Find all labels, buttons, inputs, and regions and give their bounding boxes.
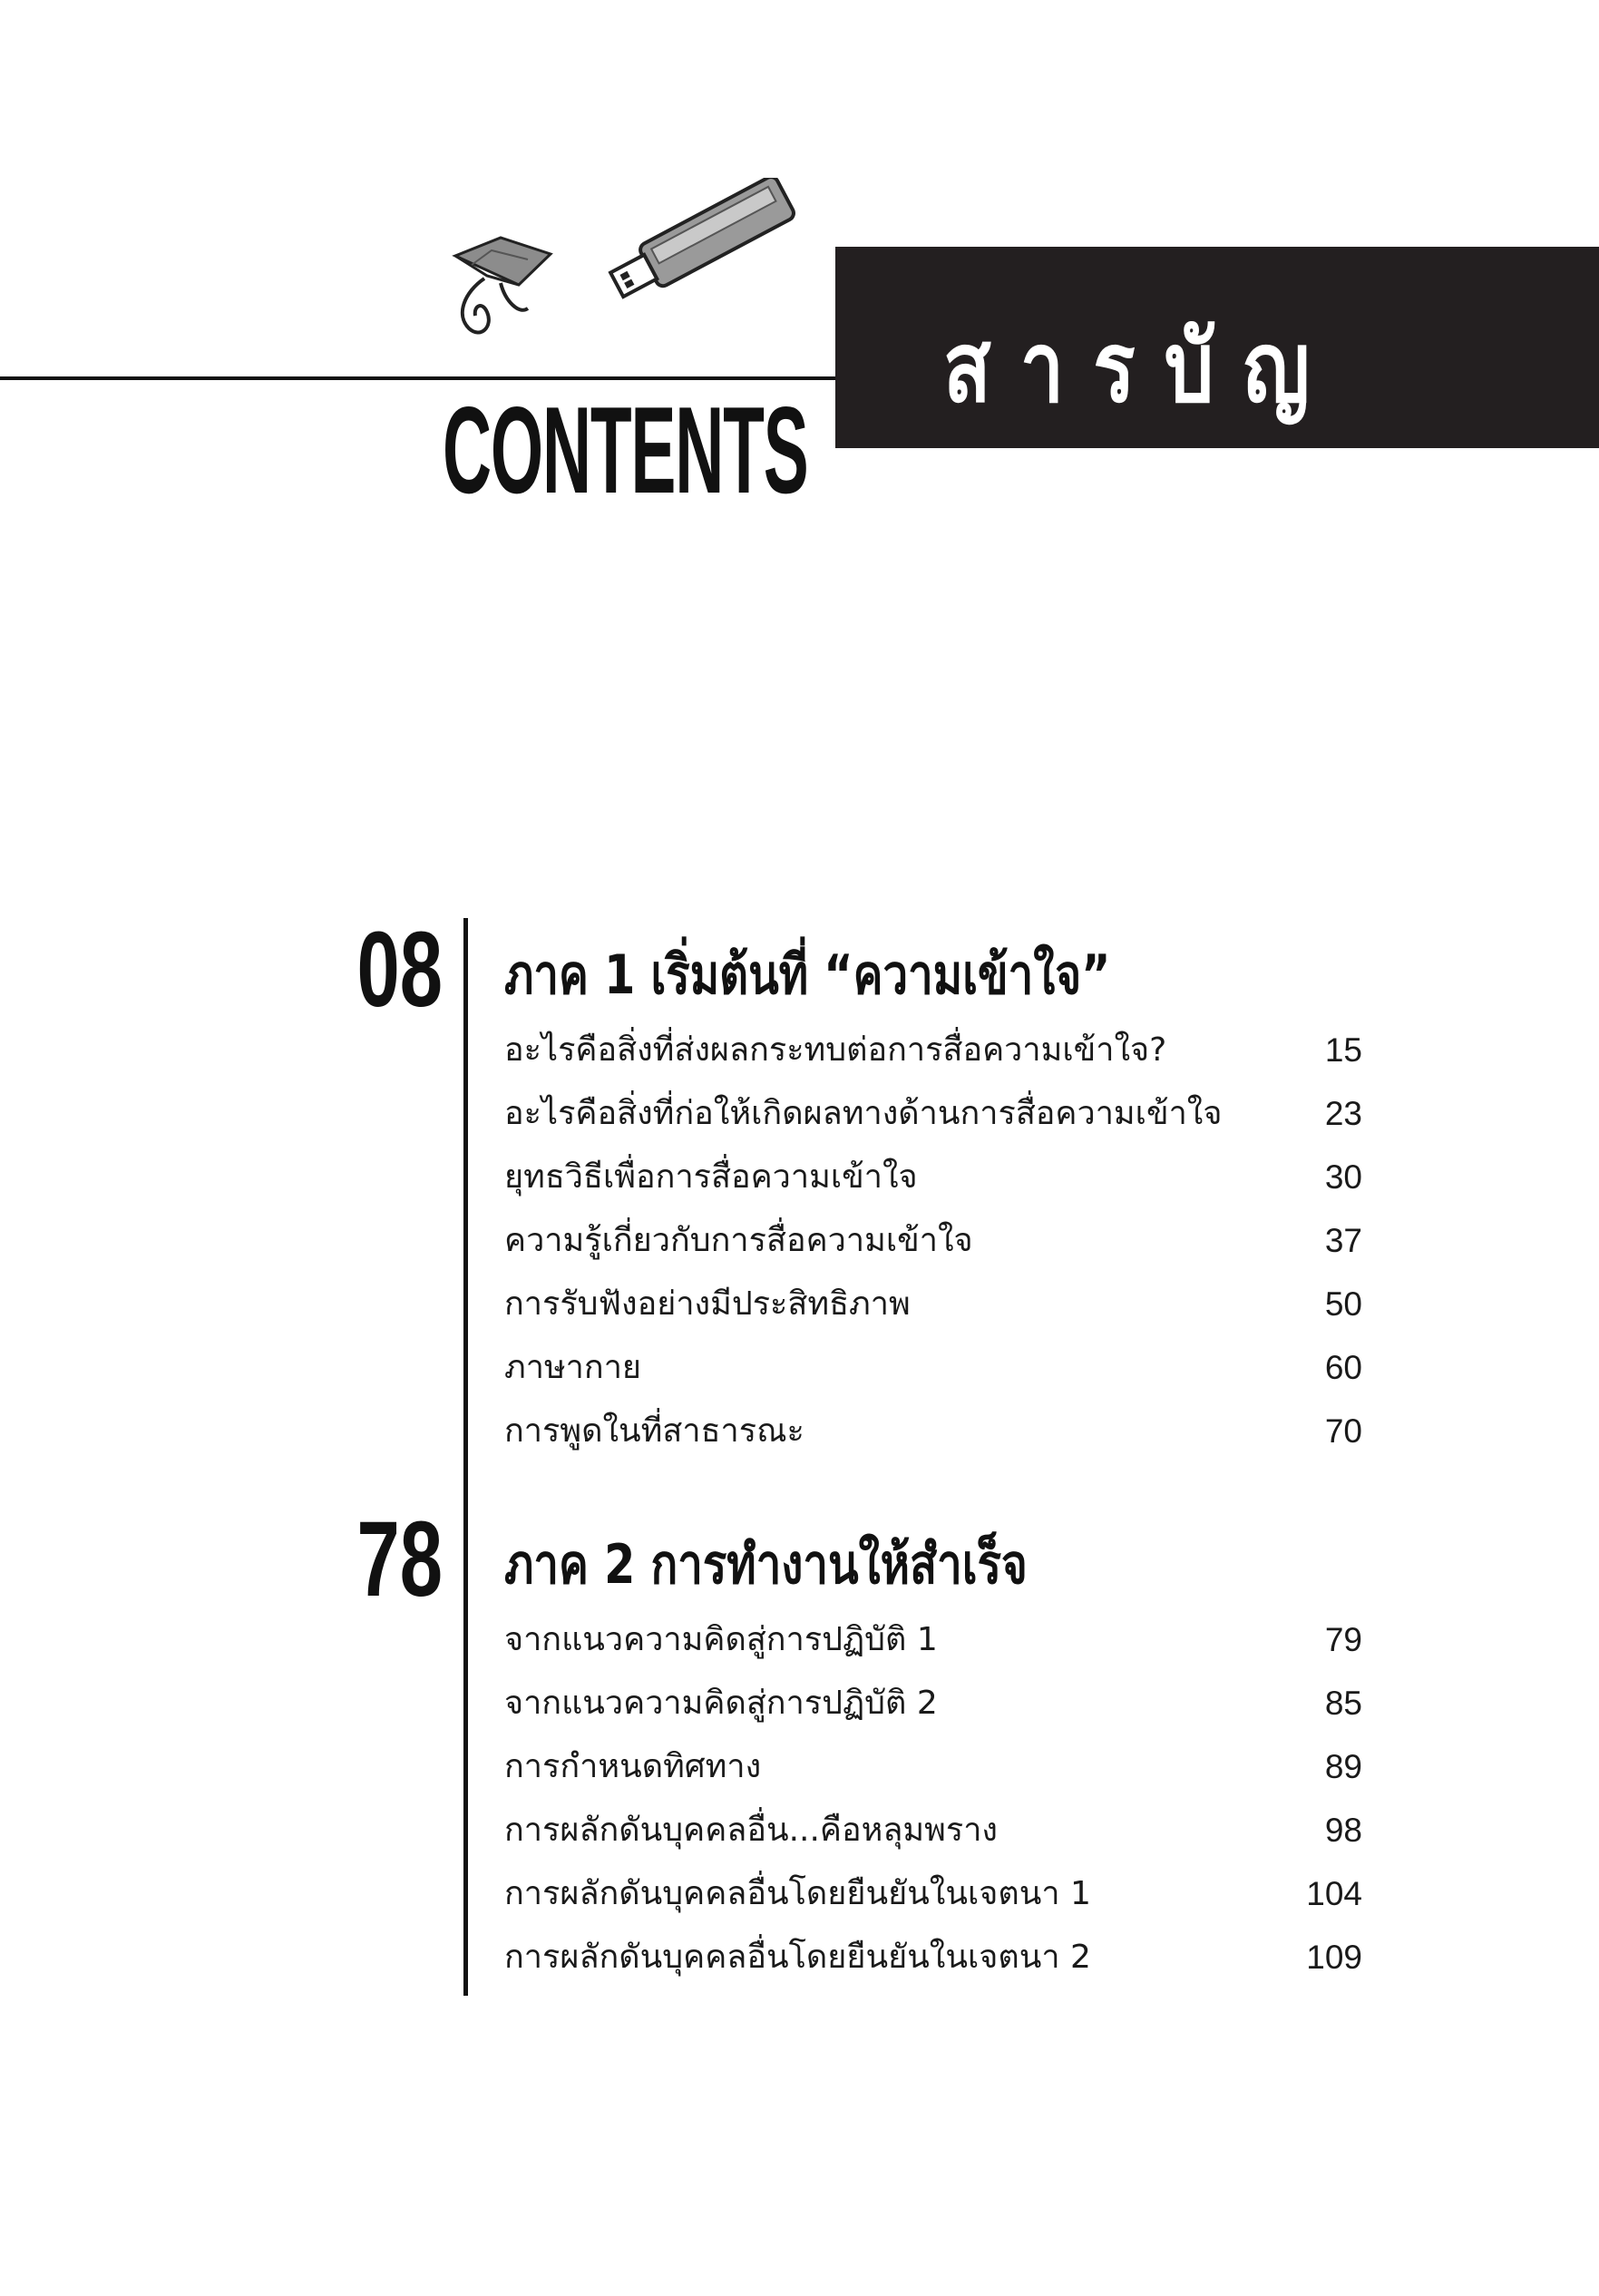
- usb-drive-icon: [588, 178, 805, 300]
- toc-entry-title: การรับฟังอย่างมีประสิทธิภาพ: [504, 1285, 911, 1323]
- toc-entry-page: 79: [1324, 1621, 1362, 1658]
- toc-entry[interactable]: [504, 1341, 1362, 1395]
- part-1-number: 08: [356, 910, 443, 1030]
- toc-entry-title: การพูดในที่สาธารณะ: [504, 1412, 804, 1450]
- toc-entry-page: 23: [1324, 1095, 1362, 1132]
- toc-entry[interactable]: [504, 1613, 1362, 1667]
- toc-entry[interactable]: [504, 1740, 1362, 1794]
- toc-entry[interactable]: [504, 1150, 1362, 1205]
- toc-entry-title: อะไรคือสิ่งที่ก่อให้เกิดผลทางด้านการสื่อความเข้าใจ: [504, 1095, 1223, 1132]
- toc-entry-title: การผลักดันบุคคลอื่นโดยยืนยันในเจตนา 1: [504, 1875, 1091, 1912]
- toc-entry-page: 15: [1324, 1031, 1362, 1069]
- toc-entry-page: 89: [1324, 1748, 1362, 1785]
- toc-entry[interactable]: [504, 1087, 1362, 1141]
- toc-entry-page: 85: [1324, 1685, 1362, 1722]
- toc-entry-page: 109: [1306, 1939, 1362, 1976]
- toc-entry-title: ยุทธวิธีเพื่อการสื่อความเข้าใจ: [504, 1158, 918, 1196]
- header-rule: [0, 376, 839, 380]
- page-title-english: CONTENTS: [443, 381, 808, 519]
- toc-entry-title: การกำหนดทิศทาง: [504, 1748, 762, 1785]
- toc-entry[interactable]: [504, 1803, 1362, 1858]
- toc-entry[interactable]: [504, 1404, 1362, 1459]
- toc-entry[interactable]: [504, 1277, 1362, 1332]
- toc-entry-page: 104: [1306, 1875, 1362, 1912]
- toc-entry-title: จากแนวความคิดสู่การปฏิบัติ 2: [504, 1685, 938, 1722]
- toc-entry[interactable]: [504, 1930, 1362, 1985]
- toc-entry[interactable]: [504, 1676, 1362, 1731]
- toc-entry-page: 50: [1324, 1285, 1362, 1323]
- toc-entry-title: ภาษากาย: [504, 1349, 641, 1386]
- toc-entry-title: ความรู้เกี่ยวกับการสื่อความเข้าใจ: [504, 1222, 973, 1259]
- part-2-number: 78: [356, 1500, 443, 1619]
- page-title-thai: สารบัญ: [943, 311, 1340, 425]
- part-1-title: ภาค 1 เริ่มต้นที่ “ความเข้าใจ”: [504, 943, 1111, 1007]
- part-2-title: ภาค 2 การทำงานให้สำเร็จ: [504, 1533, 1028, 1597]
- contents-divider: [463, 918, 468, 1996]
- toc-entry-page: 60: [1324, 1349, 1362, 1386]
- toc-entry-title: จากแนวความคิดสู่การปฏิบัติ 1: [504, 1621, 938, 1658]
- toc-entry-title: การผลักดันบุคคลอื่นโดยยืนยันในเจตนา 2: [504, 1939, 1091, 1976]
- binder-clip-icon: [437, 229, 573, 347]
- toc-entry-page: 70: [1324, 1412, 1362, 1450]
- toc-entry-page: 98: [1324, 1812, 1362, 1849]
- toc-entry-title: อะไรคือสิ่งที่ส่งผลกระทบต่อการสื่อความเข้าใจ?: [504, 1031, 1167, 1069]
- toc-entry-title: การผลักดันบุคคลอื่น...คือหลุมพราง: [504, 1812, 999, 1849]
- toc-entry[interactable]: [504, 1214, 1362, 1268]
- toc-entry-page: 37: [1324, 1222, 1362, 1259]
- toc-entry[interactable]: [504, 1867, 1362, 1921]
- toc-entry-page: 30: [1324, 1158, 1362, 1196]
- toc-entry[interactable]: [504, 1023, 1362, 1078]
